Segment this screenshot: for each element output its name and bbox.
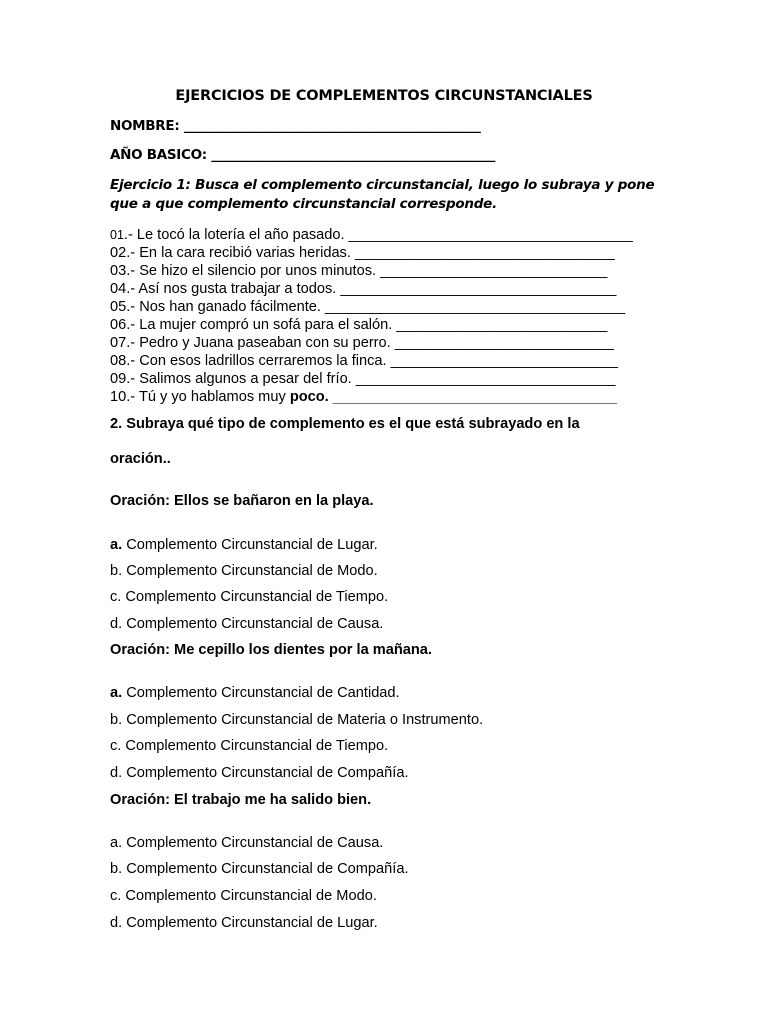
option-letter: a. [110, 537, 123, 553]
option-text: Complemento Circunstancial de Materia o Instrumento. [122, 712, 484, 728]
option-text: Complemento Circunstancial de Cantidad. [122, 685, 400, 701]
exercise1-instruction: Ejercicio 1: Busca el complemento circunstancial, luego lo subraya y pone que a que complemento circunstancial corresponde. [110, 177, 655, 212]
option-letter: b. [110, 861, 123, 877]
exercise-item [110, 370, 670, 388]
item-text: .- En la cara recibió varias heridas. ________________________________ [126, 245, 615, 261]
item-number: 08 [110, 353, 127, 369]
item-text: .- Tú y yo hablamos muy [126, 389, 290, 405]
option-text: Complemento Circunstancial de Lugar. [122, 915, 378, 931]
answer-option [110, 685, 400, 701]
option-text: Complemento Circunstancial de Compañía. [122, 861, 409, 877]
item-text: .- Salimos algunos a pesar del frío. ________________________________ [126, 371, 616, 387]
item-text: .- Así nos gusta trabajar a todos. __________________________________ [126, 281, 617, 297]
option-letter: a. [110, 685, 123, 701]
anio-basico-field: AÑO BASICO: ____________________________________________ [110, 147, 496, 163]
option-text: Complemento Circunstancial de Causa. [122, 835, 384, 851]
option-letter: c. [110, 589, 122, 605]
exercise-item [110, 388, 670, 406]
exercise-item [110, 226, 670, 244]
exercise-item [110, 280, 670, 298]
exercise-item [110, 352, 670, 370]
answer-option [110, 616, 383, 632]
item-text: .- La mujer compró un sofá para el salón. __________________________ [126, 317, 608, 333]
item-number: 05 [110, 299, 127, 315]
question-sentence: Oración: Me cepillo los dientes por la mañana. [110, 642, 432, 658]
answer-option [110, 738, 388, 754]
item-text: .- Le tocó la lotería el año pasado. ___________________________________ [123, 227, 633, 243]
item-number: 10 [110, 389, 127, 405]
option-text: Complemento Circunstancial de Causa. [122, 616, 384, 632]
item-number: 07 [110, 335, 127, 351]
exercise2-heading-line2: oración.. [110, 451, 171, 467]
option-text: Complemento Circunstancial de Tiempo. [121, 589, 389, 605]
answer-option [110, 888, 377, 904]
item-number: 03 [110, 263, 127, 279]
item-number: 01 [110, 228, 124, 242]
answer-option [110, 861, 409, 877]
nombre-field: NOMBRE: ______________________________________________ [110, 118, 481, 134]
item-text: .- Pedro y Juana paseaban con su perro. ___________________________ [126, 335, 614, 351]
option-text: Complemento Circunstancial de Modo. [122, 563, 378, 579]
page-title: EJERCICIOS DE COMPLEMENTOS CIRCUNSTANCIALES [175, 88, 593, 104]
option-text: Complemento Circunstancial de Compañía. [122, 765, 409, 781]
option-letter: a. [110, 835, 123, 851]
answer-option [110, 915, 378, 931]
answer-option [110, 712, 483, 728]
exercise2-heading-line1: 2. Subraya qué tipo de complemento es el que está subrayado en la [110, 416, 580, 432]
option-letter: c. [110, 888, 122, 904]
option-letter: d. [110, 765, 123, 781]
exercise-item [110, 316, 670, 334]
item-answer-line: ___________________________________ [328, 389, 617, 405]
answer-option [110, 765, 409, 781]
option-letter: b. [110, 712, 123, 728]
answer-option [110, 563, 378, 579]
item-text: .- Con esos ladrillos cerraremos la finca. ____________________________ [126, 353, 618, 369]
item-text: .- Se hizo el silencio por unos minutos. ____________________________ [126, 263, 608, 279]
answer-option [110, 589, 388, 605]
exercise-item [110, 298, 670, 316]
item-number: 06 [110, 317, 127, 333]
item-number: 04 [110, 281, 127, 297]
question-sentence: Oración: Ellos se bañaron en la playa. [110, 493, 374, 509]
answer-option [110, 537, 378, 553]
option-letter: b. [110, 563, 123, 579]
answer-option [110, 835, 383, 851]
option-letter: c. [110, 738, 122, 754]
question-sentence: Oración: El trabajo me ha salido bien. [110, 792, 372, 808]
exercise-item [110, 334, 670, 352]
option-text: Complemento Circunstancial de Lugar. [122, 537, 378, 553]
option-letter: d. [110, 616, 123, 632]
exercise1-list [110, 226, 670, 406]
option-text: Complemento Circunstancial de Modo. [121, 888, 377, 904]
item-bold-word: poco. [289, 389, 329, 405]
item-number: 09 [110, 371, 127, 387]
exercise-item [110, 244, 670, 262]
item-text: .- Nos han ganado fácilmente. _____________________________________ [126, 299, 626, 315]
option-text: Complemento Circunstancial de Tiempo. [121, 738, 389, 754]
exercise-item [110, 262, 670, 280]
option-letter: d. [110, 915, 123, 931]
item-number: 02 [110, 245, 127, 261]
